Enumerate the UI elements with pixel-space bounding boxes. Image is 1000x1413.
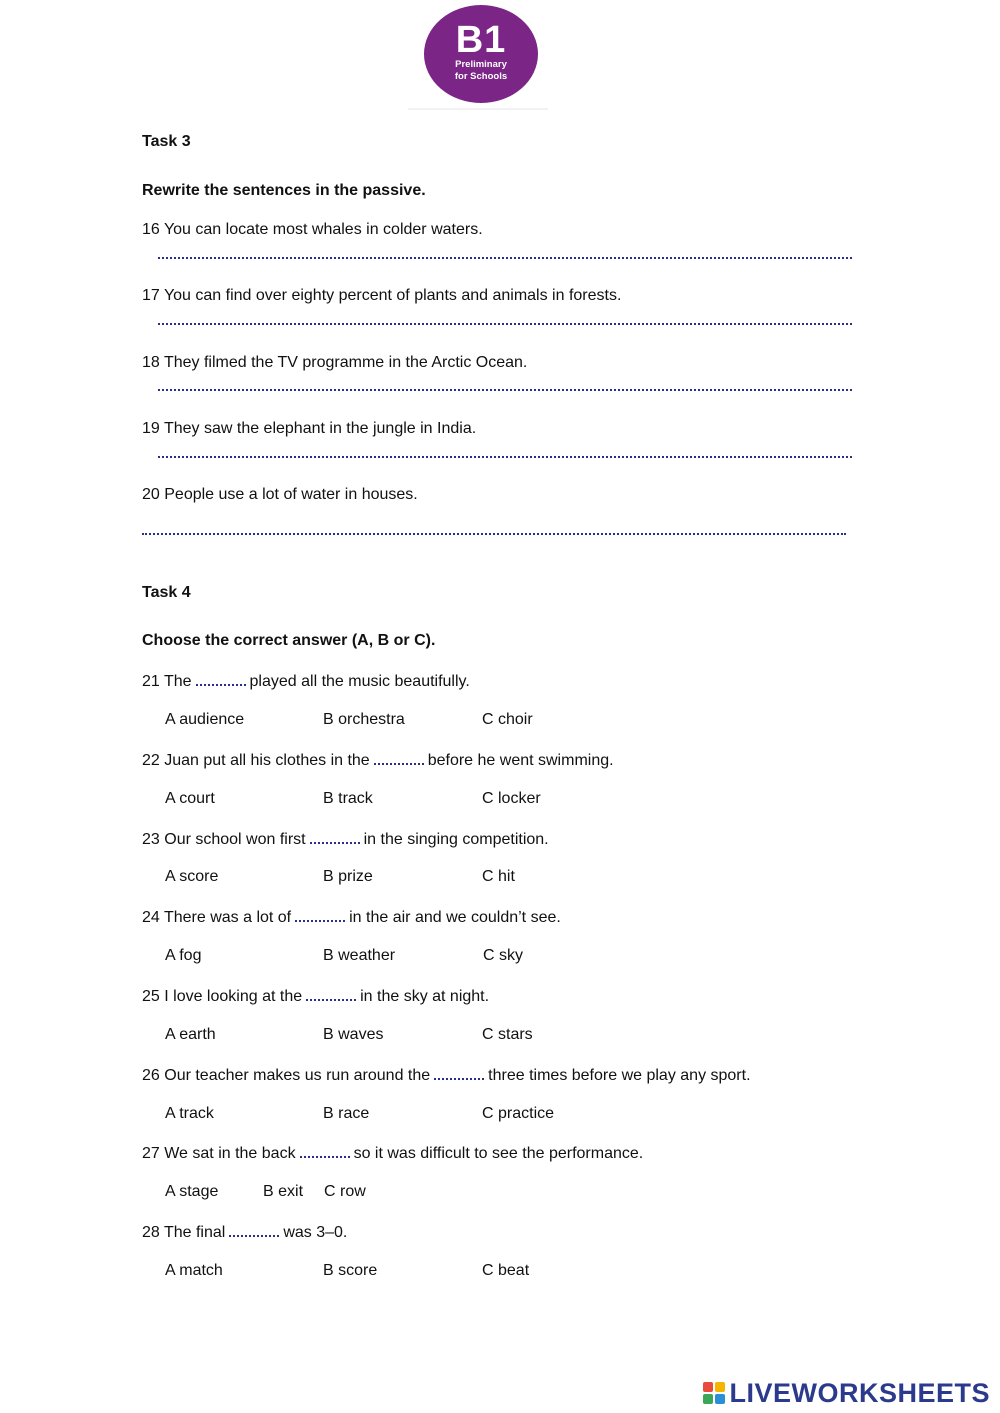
option-22-c[interactable]: C locker	[482, 790, 541, 807]
option-21-c[interactable]: C choir	[482, 711, 533, 728]
question-27	[142, 1142, 643, 1164]
option-26-b[interactable]: B race	[323, 1105, 370, 1122]
task3-item-17: 17 You can find over eighty percent of plants and animals in forests.	[142, 287, 622, 304]
liveworksheets-logo-icon	[703, 1382, 725, 1404]
option-27-b[interactable]: B exit	[263, 1183, 304, 1200]
question-24-before: 24 There was a lot of	[142, 909, 292, 926]
task3-instruction: Rewrite the sentences in the passive.	[142, 182, 426, 199]
liveworksheets-footer	[703, 1378, 990, 1408]
answer-line-17[interactable]	[158, 323, 852, 325]
option-22-a[interactable]: A court	[165, 790, 215, 807]
question-25-after: in the sky at night.	[360, 988, 490, 1005]
option-22-b[interactable]: B track	[323, 790, 373, 807]
logo-line2: for Schools	[454, 71, 508, 82]
question-28	[142, 1221, 347, 1243]
blank-24[interactable]	[295, 906, 345, 922]
option-25-b[interactable]: B waves	[323, 1026, 384, 1043]
option-27-c[interactable]: C row	[324, 1183, 366, 1200]
question-25-before: 25 I love looking at the	[142, 988, 303, 1005]
task4-title: Task 4	[142, 584, 191, 601]
blank-23[interactable]	[310, 828, 360, 844]
option-26-c[interactable]: C practice	[482, 1105, 555, 1122]
task4-instruction: Choose the correct answer (A, B or C).	[142, 632, 436, 649]
task3-item-19: 19 They saw the elephant in the jungle in India.	[142, 420, 477, 437]
option-28-c[interactable]: C beat	[482, 1262, 530, 1279]
question-28-after: was 3–0.	[283, 1224, 348, 1241]
b1-preliminary-logo	[424, 5, 538, 103]
option-25-a[interactable]: A earth	[165, 1026, 216, 1043]
question-27-after: so it was difficult to see the performance.	[353, 1145, 644, 1162]
question-25	[142, 985, 489, 1007]
option-21-b[interactable]: B orchestra	[323, 711, 405, 728]
question-28-before: 28 The final	[142, 1224, 226, 1241]
question-24-after: in the air and we couldn’t see.	[349, 909, 561, 926]
option-23-a[interactable]: A score	[165, 868, 219, 885]
liveworksheets-brand: LIVEWORKSHEETS	[729, 1377, 990, 1408]
task3-title: Task 3	[142, 133, 191, 150]
task3-item-16: 16 You can locate most whales in colder waters.	[142, 221, 483, 238]
option-24-a[interactable]: A fog	[165, 947, 202, 964]
option-21-a[interactable]: A audience	[165, 711, 245, 728]
option-25-c[interactable]: C stars	[482, 1026, 533, 1043]
logo-line1: Preliminary	[455, 59, 507, 70]
question-26-before: 26 Our teacher makes us run around the	[142, 1067, 431, 1084]
question-27-before: 27 We sat in the back	[142, 1145, 296, 1162]
option-23-c[interactable]: C hit	[482, 868, 515, 885]
question-23-before: 23 Our school won first	[142, 831, 306, 848]
option-24-b[interactable]: B weather	[323, 947, 396, 964]
question-24	[142, 906, 561, 928]
answer-line-19[interactable]	[158, 456, 852, 458]
logo-level: B1	[455, 19, 507, 61]
blank-26[interactable]	[434, 1064, 484, 1080]
blank-22[interactable]	[374, 749, 424, 765]
answer-line-18[interactable]	[158, 389, 852, 391]
task3-item-20: 20 People use a lot of water in houses.	[142, 486, 418, 503]
answer-line-20[interactable]	[142, 533, 846, 535]
question-22-before: 22 Juan put all his clothes in the	[142, 752, 370, 769]
question-21	[142, 670, 470, 692]
answer-line-16[interactable]	[158, 257, 852, 259]
logo-shadow	[408, 108, 548, 110]
option-24-c[interactable]: C sky	[483, 947, 523, 964]
question-23	[142, 828, 549, 850]
blank-25[interactable]	[306, 985, 356, 1001]
question-22	[142, 749, 614, 771]
option-28-b[interactable]: B score	[323, 1262, 378, 1279]
option-28-a[interactable]: A match	[165, 1262, 223, 1279]
question-23-after: in the singing competition.	[363, 831, 549, 848]
blank-28[interactable]	[229, 1221, 279, 1237]
option-26-a[interactable]: A track	[165, 1105, 214, 1122]
question-22-after: before he went swimming.	[427, 752, 614, 769]
option-27-a[interactable]: A stage	[165, 1183, 219, 1200]
blank-27[interactable]	[300, 1142, 350, 1158]
question-26	[142, 1064, 751, 1086]
question-21-before: 21 The	[142, 673, 192, 690]
task3-item-18: 18 They filmed the TV programme in the Arctic Ocean.	[142, 354, 528, 371]
question-21-after: played all the music beautifully.	[249, 673, 470, 690]
option-23-b[interactable]: B prize	[323, 868, 373, 885]
question-26-after: three times before we play any sport.	[488, 1067, 751, 1084]
blank-21[interactable]	[196, 670, 246, 686]
